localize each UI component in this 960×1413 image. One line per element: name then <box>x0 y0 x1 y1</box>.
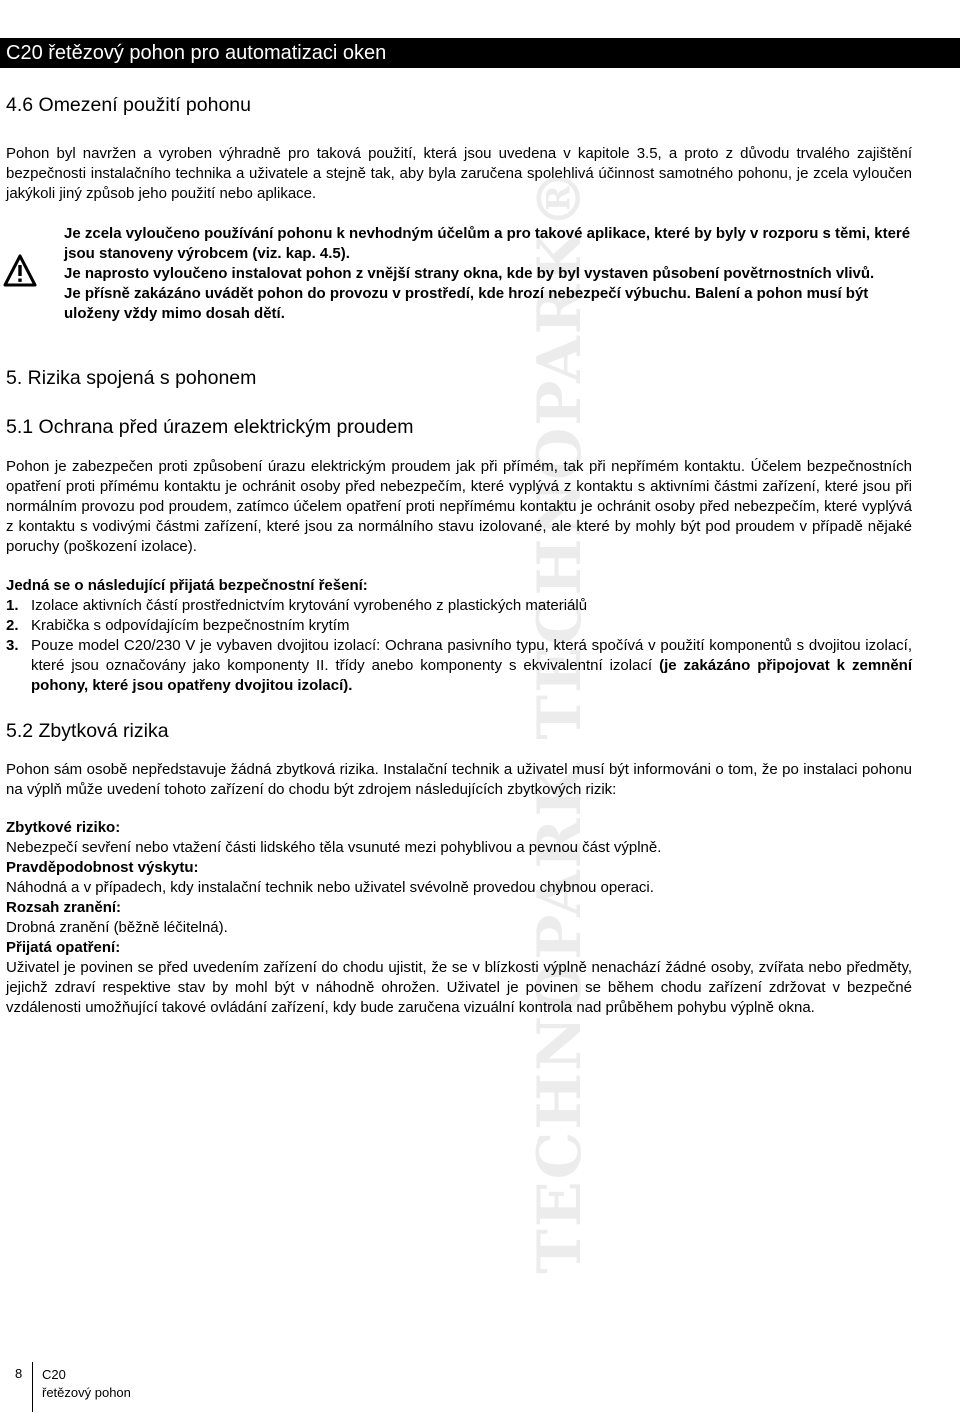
probability-text: Náhodná a v případech, kdy instalační technik nebo uživatel svévolně provedou chybnou operaci. <box>6 879 654 896</box>
page-number: 8 <box>15 1366 23 1381</box>
list-item-number: 2. <box>6 617 19 634</box>
list-item-number: 3. <box>6 637 19 654</box>
list-item-number: 1. <box>6 597 19 614</box>
footer-divider <box>32 1362 33 1412</box>
warning-item: Je přísně zakázáno uvádět pohon do provozu v prostředí, kde hrozí nebezpečí výbuchu. Balení a pohon musí být uloženy vždy mimo dosah dětí. <box>64 285 869 322</box>
warning-item: Je zcela vyloučeno používání pohonu k nevhodným účelům a pro takové aplikace, které by byly v rozporu s těmi, které jsou stanoveny výrobcem (viz. kap. 4.5). <box>64 225 911 262</box>
probability-label: Pravděpodobnost výskytu: <box>6 859 199 876</box>
warning-item: Je naprosto vyloučeno instalovat pohon z vnější strany okna, kde by byl vystaven působení povětrnostních vlivů. <box>64 265 875 282</box>
injury-label: Rozsah zranění: <box>6 899 122 916</box>
heading-4-6: 4.6 Omezení použití pohonu <box>6 94 251 116</box>
list-item-text: Krabička s odpovídajícím bezpečnostním krytím <box>31 617 350 634</box>
header-bar <box>0 38 960 68</box>
measures-text: Uživatel je povinen se před uvedením zařízení do chodu ujistit, že se v blízkosti výplně nenachází žádné osoby, zvířata nebo předměty, jejichž zdraví respektive stav by mohl být v náhodně ohrožen. Uživatel je povinen se během chodu zařízení zdržovat v bezpečné vzdálenosti umožňující takové ovládání zařízení, kdy bude zaručena vizuální kontrola nad průběhem pohybu výplně okna. <box>6 959 912 1016</box>
paragraph-5-1-body: Pohon je zabezpečen proti způsobení úrazu elektrickým proudem jak při přímém, tak při nepřímém kontaktu. Účelem bezpečnostních opatření proti přímému kontaktu je ochránit osoby před nebezpečím, které vyplývá z kontaktu s aktivními částmi zařízení, které jsou při normálním provozu pod proudem, zatímco účelem opatření proti nepřímému kontaktu je ochránit osoby před nebezpečím, které vyplývá z kontaktu s vodivými částmi zařízení, které jsou za normálního stavu izolované, ale které by mohly být pod proudem v případě nějaké poruchy (poškození izolace). <box>6 458 912 555</box>
heading-5-1: 5.1 Ochrana před úrazem elektrickým proudem <box>6 416 414 438</box>
residual-risk-label: Zbytkové riziko: <box>6 819 121 836</box>
list-item <box>6 596 912 616</box>
warning-triangle-icon <box>3 254 37 288</box>
footer-subtitle: řetězový pohon <box>42 1385 131 1400</box>
paragraph-5-2-intro: Pohon sám osobě nepředstavuje žádná zbytková rizika. Instalační technik a uživatel musí být informováni o tom, že po instalaci pohonu na výplň může uvedení tohoto zařízení do chodu být zdrojem následujících zbytkových rizik: <box>6 761 912 798</box>
footer-model: C20 <box>42 1367 66 1382</box>
solutions-title: Jedná se o následující přijatá bezpečnostní řešení: <box>6 577 368 594</box>
heading-5-2: 5.2 Zbytková rizika <box>6 720 169 742</box>
footer-title <box>42 1366 131 1402</box>
watermark: TECHNOPARK TECHNOPARK® <box>525 166 595 1274</box>
list-item-text: Izolace aktivních částí prostřednictvím krytování vyrobeného z plastických materiálů <box>31 597 588 614</box>
paragraph-4-6-intro: Pohon byl navržen a vyroben výhradně pro taková použití, která jsou uvedena v kapitole 3.5, a proto z důvodu trvalého zajištění bezpečnosti instalačního technika a uživatele a stejně tak, aby byla zaručena spolehlivá účinnost samotného pohonu, je zcela vyloučen jakýkoli jiný způsob jeho použití nebo aplikace. <box>6 145 912 202</box>
list-item <box>6 636 912 696</box>
injury-text: Drobná zranění (běžně léčitelná). <box>6 919 228 936</box>
list-item-bold-text: (je zakázáno připojovat k zemnění pohony, které jsou opatřeny dvojitou izolací). <box>31 657 912 694</box>
solutions-list <box>6 596 912 696</box>
list-item-text: Pouze model C20/230 V je vybaven dvojitou izolací: Ochrana pasivního typu, která spočívá v použití komponentů s dvojitou izolací, které jsou označovány jako komponenty II. třídy anebo komponenty s ekvivalentní izolací <box>31 637 912 674</box>
heading-5: 5. Rizika spojená s pohonem <box>6 367 257 389</box>
residual-risk-text: Nebezpečí sevření nebo vtažení části lidského těla vsunuté mezi pohyblivou a pevnou část výplně. <box>6 839 662 856</box>
measures-label: Přijatá opatření: <box>6 939 121 956</box>
warning-block <box>64 224 914 324</box>
header-title: C20 řetězový pohon pro automatizaci oken <box>6 42 387 64</box>
list-item <box>6 616 912 636</box>
